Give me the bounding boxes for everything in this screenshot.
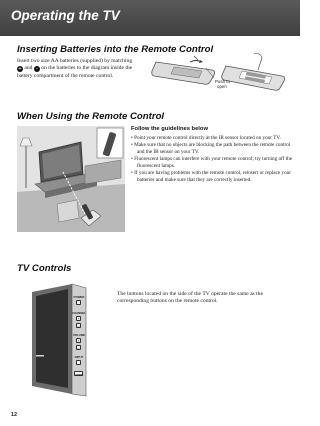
- tv-controls-heading: TV Controls: [17, 263, 72, 274]
- power-button[interactable]: [76, 300, 81, 305]
- push-to-open-label: [215, 79, 231, 89]
- guideline-item: [131, 170, 293, 184]
- batteries-heading: Inserting Batteries into the Remote Control: [17, 44, 214, 55]
- home-label: HOME: [74, 372, 84, 377]
- push-label-line-2: open: [217, 83, 227, 89]
- remote-use-heading: When Using the Remote Control: [17, 111, 165, 122]
- remote-usage-illustration: [17, 126, 125, 232]
- bullet-icon: •: [131, 156, 133, 163]
- page-number: 12: [11, 412, 17, 418]
- and-word: and: [24, 65, 33, 72]
- input-label: INPUT: [74, 355, 84, 359]
- batteries-instructions: [17, 58, 147, 80]
- guideline-item: [131, 135, 293, 142]
- page-title: Operating the TV: [11, 8, 120, 23]
- guidelines-block: [131, 126, 293, 184]
- remote-back-drawing: [152, 56, 215, 84]
- volume-label: VOLUME: [72, 333, 86, 337]
- volume-down-button[interactable]: –: [77, 346, 80, 350]
- guideline-item: [131, 142, 293, 156]
- bullet-icon: •: [131, 170, 133, 177]
- side-control-panel: [68, 294, 88, 390]
- input-button[interactable]: [76, 360, 81, 365]
- home-button[interactable]: [74, 371, 83, 376]
- batteries-line-3: battery compartment of the remote control.: [17, 72, 114, 79]
- guideline-text: If you are having problems with the remote control, reinsert or replace your batteries and make sure that they are correctly inserted.: [134, 170, 291, 184]
- guideline-text: Point your remote control directly at the IR sensor located on your TV.: [134, 134, 281, 141]
- power-label: POWER: [73, 295, 85, 299]
- guidelines-heading: Follow the guidelines below: [131, 126, 208, 132]
- push-label-line-1: Push to: [215, 79, 230, 84]
- tv-side-illustration: [28, 282, 118, 400]
- remote-detail-inset: [97, 128, 123, 158]
- channel-down-button[interactable]: –: [77, 324, 80, 328]
- batteries-line-2-text: on the batteries to the diagram inside the: [41, 65, 133, 72]
- channel-up-button[interactable]: +: [77, 317, 80, 321]
- remote-open-drawing: [222, 54, 285, 91]
- batteries-line-1: Insert two size AA batteries (supplied) by matching: [17, 58, 133, 64]
- bullet-icon: •: [131, 134, 133, 141]
- channel-label: CHANNEL: [71, 311, 87, 315]
- tv-controls-description: The buttons located on the side of the TV operate the same as the corresponding buttons on the remote control.: [117, 291, 263, 305]
- guideline-text: Make sure that no objects are blocking the path between the remote control and the IR sensor on your TV.: [134, 141, 291, 155]
- volume-up-button[interactable]: +: [77, 339, 80, 343]
- remote-battery-illustration: [150, 50, 290, 100]
- guideline-item: [131, 156, 293, 170]
- plus-icon: +: [17, 66, 23, 72]
- guideline-text: Fluorescent lamps can interfere with your remote control; try turning off the fluorescent lamps.: [134, 156, 293, 169]
- batteries-line-2: [17, 65, 147, 72]
- bullet-icon: •: [131, 141, 133, 148]
- minus-icon: –: [35, 66, 39, 72]
